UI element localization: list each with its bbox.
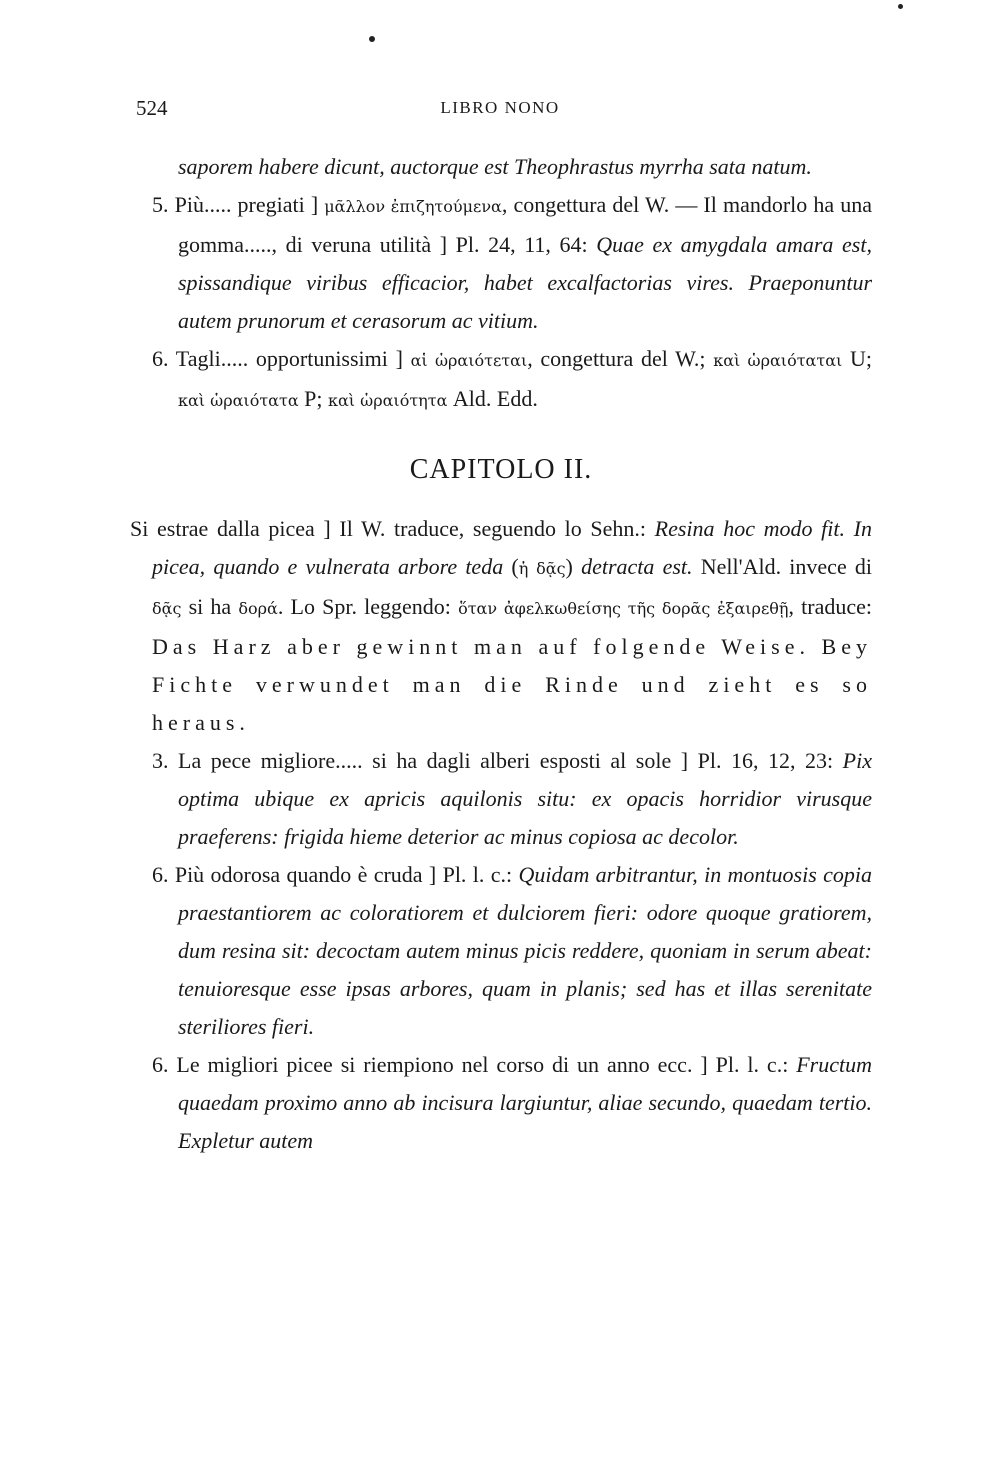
page-header bbox=[130, 96, 870, 126]
greek-text: αἱ ὡραιότεται bbox=[410, 351, 528, 370]
latin-quote: Resina hoc modo fit. In picea, quando e vulnerata arbore teda bbox=[152, 516, 872, 579]
text-run: 5. Più..... pregiati ] bbox=[152, 192, 325, 217]
page-number: 524 bbox=[136, 96, 168, 120]
footnote-entry bbox=[130, 1046, 872, 1160]
footnote-entry bbox=[130, 340, 872, 420]
text-run: 3. La pece migliore..... si ha dagli alberi esposti al sole ] Pl. 16, 12, 23: bbox=[152, 748, 843, 773]
greek-text: δορά bbox=[238, 599, 278, 618]
text-run: . Lo Spr. leggendo: bbox=[277, 594, 459, 619]
latin-quote: Quae ex amygdala amara est, spissandique viribus efficacior, habet excalfactorias vires. Praeponuntur autem prunorum et cerasorum ac vitium. bbox=[178, 232, 872, 333]
greek-text: καὶ ὡραιόταται bbox=[713, 351, 843, 370]
footnote-entry bbox=[130, 510, 872, 742]
text-run: CAPITOLO II. bbox=[409, 454, 593, 485]
greek-text: μᾶλλον ἐπιζητούμενα bbox=[324, 197, 502, 216]
greek-text: καὶ ὡραιότατα bbox=[178, 391, 299, 410]
text-run: ) bbox=[565, 554, 582, 579]
page-body bbox=[130, 148, 872, 1160]
greek-text: δᾷς bbox=[152, 599, 182, 618]
greek-text: ἡ δᾷς bbox=[518, 559, 566, 578]
text-run: ( bbox=[503, 554, 519, 579]
latin-quote: Quidam arbitrantur, in montuosis copia praestantiorem ac coloratiorem et dulciorem fieri: odore quoque gratiorem, dum resina sit: decoctam autem minus picis reddere, quoniam in serum abeat: tenuioresque esse ipsas arbores, quam in planis; sed has et illas serenitate steriliores fieri. bbox=[178, 862, 872, 1039]
text-run: Si estrae dalla picea ] Il W. traduce, seguendo lo Sehn.: bbox=[130, 516, 655, 541]
text-run: , traduce: bbox=[788, 594, 872, 619]
ink-dot bbox=[898, 4, 903, 9]
text-run: , congettura del W. — Il mandorlo ha una gomma....., di veruna utilità ] Pl. 24, 11, 64: bbox=[178, 192, 872, 257]
note-continuation bbox=[130, 148, 872, 186]
footnote-entry bbox=[130, 856, 872, 1046]
ink-dot bbox=[369, 36, 375, 42]
german-quote: Das Harz aber gewinnt man auf folgende Weise. Bey Fichte verwundet man die Rinde und zieht es so heraus. bbox=[152, 634, 872, 735]
text-run: P; bbox=[298, 386, 328, 411]
chapter-heading bbox=[130, 454, 872, 484]
text-run: Nell'Ald. invece di bbox=[692, 554, 873, 579]
text-run: si ha bbox=[181, 594, 239, 619]
latin-quote: Pix optima ubique ex apricis aquilonis situ: ex opacis horridior virusque praeferens: frigida hieme deterior ac minus copiosa ac decolor. bbox=[178, 748, 872, 849]
text-run: 6. Tagli..... opportunissimi ] bbox=[152, 346, 411, 371]
footnote-entry bbox=[130, 742, 872, 856]
running-head: LIBRO NONO bbox=[440, 98, 560, 117]
latin-quote: detracta est. bbox=[581, 554, 693, 579]
latin-quote: saporem habere dicunt, auctorque est Theophrastus myrrha sata natum. bbox=[178, 154, 812, 179]
text-run: 6. Le migliori picee si riempiono nel corso di un anno ecc. ] Pl. l. c.: bbox=[152, 1052, 797, 1077]
latin-quote: Fructum quaedam proximo anno ab incisura largiuntur, aliae secundo, quaedam tertio. Expletur autem bbox=[178, 1052, 872, 1153]
text-run: Ald. Edd. bbox=[447, 386, 538, 411]
footnote-entry bbox=[130, 186, 872, 340]
text-run: U; bbox=[842, 346, 872, 371]
greek-text: καὶ ὡραιότητα bbox=[328, 391, 448, 410]
text-run: , congettura del W.; bbox=[527, 346, 714, 371]
greek-text: ὅταν ἀφελκωθείσης τῆς δορᾶς ἐξαιρεθῇ bbox=[458, 599, 789, 618]
text-run: 6. Più odorosa quando è cruda ] Pl. l. c.: bbox=[152, 862, 519, 887]
